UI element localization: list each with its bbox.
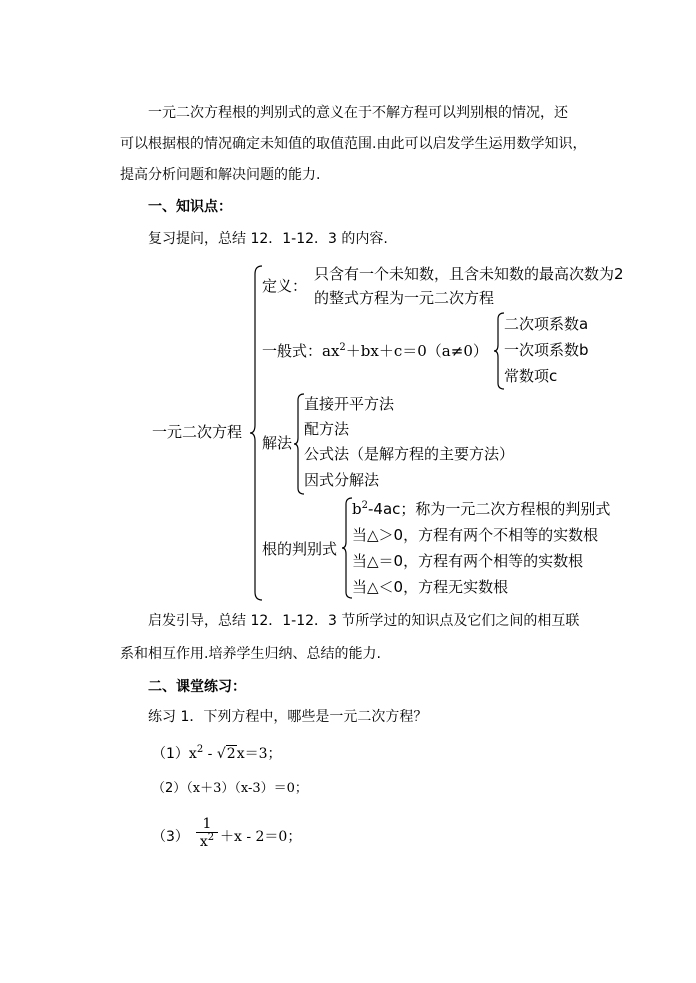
discriminant-case-zero: 当△＝0，方程有两个相等的实数根 <box>352 552 584 570</box>
exercise-prompt: 练习 1．下列方程中，哪些是一元二次方程？ <box>148 709 428 725</box>
review-text: 复习提问，总结 12．1-12．3 的内容. <box>148 231 388 247</box>
general-formula: $ax^2+bx+c=0(a\ne 0)$ <box>322 342 488 360</box>
guide-line-2: 系和相互作用.培养学生归纳、总结的能力. <box>120 646 381 662</box>
outline-root: 一元二次方程 <box>152 423 243 441</box>
solution-item-formula: 公式法（是解方程的主要方法） <box>304 445 515 463</box>
sqrt-symbol: √2 <box>216 746 236 762</box>
intro-line-2: 可以根据根的情况确定未知值的取值范围.由此可以启发学生运用数学知识， <box>120 136 587 152</box>
exercise-item-3-number: （3） <box>152 829 189 845</box>
solution-item-direct-root: 直接开平方法 <box>304 395 395 413</box>
fraction-numerator: 1 <box>202 816 212 832</box>
solution-item-factoring: 因式分解法 <box>304 471 380 489</box>
solution-item-complete-square: 配方法 <box>304 420 350 438</box>
exercise-item-2: （2）（x＋3）（x-3）＝0； <box>152 781 308 796</box>
exercise-item-3-rest: ＋x - 2＝0； <box>220 829 302 845</box>
fraction-denominator: $x^2$ <box>199 832 215 850</box>
general-item-constant: 常数项c <box>504 367 558 385</box>
fraction <box>196 816 218 851</box>
discriminant-case-positive: 当△＞0，方程有两个不相等的实数根 <box>352 526 599 544</box>
general-form-label-text: 一般式： <box>262 342 323 360</box>
general-item-linear-coef: 一次项系数b <box>504 341 589 359</box>
solutions-label: 解法 <box>262 434 293 452</box>
definition-label: 定义： <box>262 277 308 295</box>
definition-line-2: 的整式方程为一元二次方程 <box>314 289 495 307</box>
section-heading-knowledge: 一、知识点： <box>148 199 232 215</box>
general-item-quadratic-coef: 二次项系数a <box>504 315 589 333</box>
section-heading-practice: 二、课堂练习： <box>148 679 246 695</box>
guide-line-1: 启发引导，总结 12．1-12．3 节所学过的知识点及它们之间的相互联 <box>148 613 580 629</box>
discriminant-definition: $b^2-4ac$；称为一元二次方程根的判别式 <box>352 500 611 518</box>
general-form-label <box>262 341 488 361</box>
intro-line-1: 一元二次方程根的判别式的意义在于不解方程可以判别根的情况，还 <box>148 105 568 121</box>
discriminant-label: 根的判别式 <box>262 540 338 558</box>
exercise-item-1: $(1)x^2 - √2x=3$； <box>152 744 282 762</box>
intro-line-3: 提高分析问题和解决问题的能力. <box>120 167 321 183</box>
discriminant-case-negative: 当△＜0，方程无实数根 <box>352 578 509 596</box>
definition-line-1: 只含有一个未知数，且含未知数的最高次数为2 <box>314 265 624 283</box>
